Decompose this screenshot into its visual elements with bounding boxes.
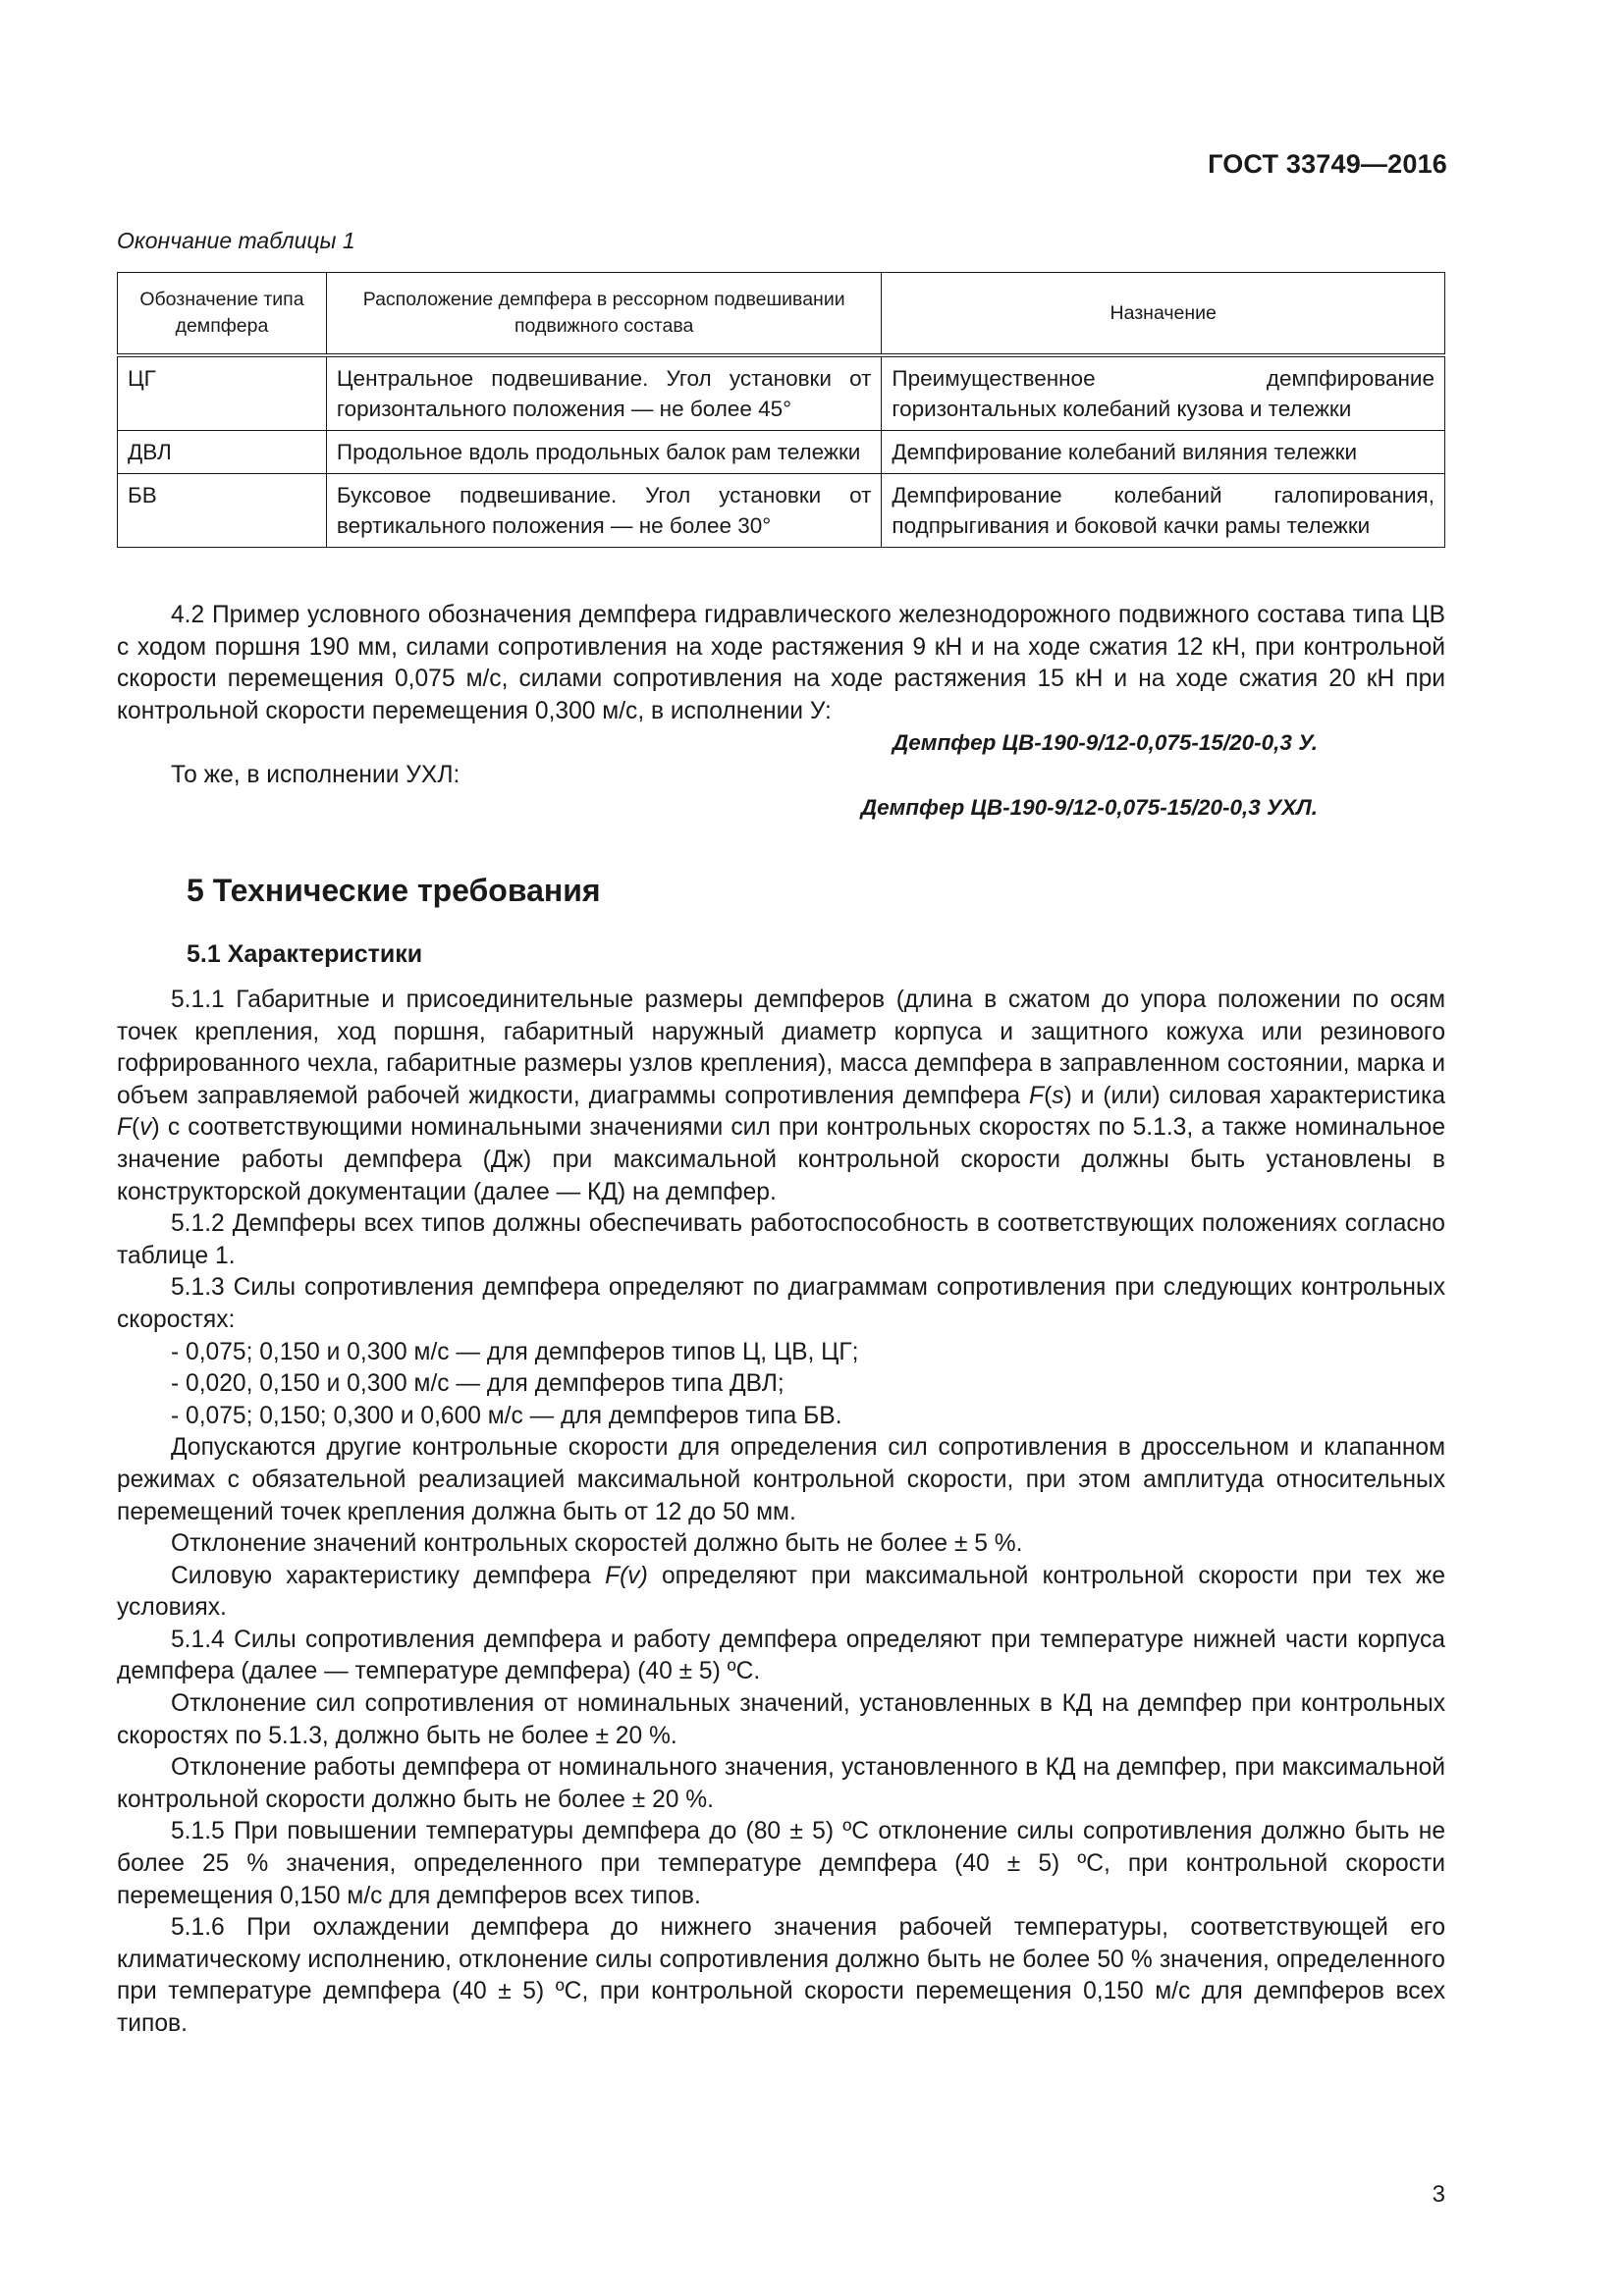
section-5-text xyxy=(117,985,1445,2041)
paragraph-4-2: 4.2 Пример условного обозначения демпфера гидравлического железнодорожного подвижного состава типа ЦВ с ходом поршня 190 мм, силами сопротивления на ходе растяжения 9 кН и на ходе сжатия 12 кН, при контрольной скорости перемещения 0,075 м/с, силами сопротивления на ходе растяжения 15 кН и на ходе сжатия 20 кН при контрольной скорости перемещения 0,300 м/с, в исполнении У: xyxy=(117,602,1445,724)
table-row xyxy=(118,474,1445,548)
table-cell: Демпфирование колебаний виляния тележки xyxy=(882,431,1445,474)
table-row xyxy=(118,355,1445,431)
table-header-row xyxy=(118,273,1445,356)
paragraph-5-1-3: 5.1.3 Силы сопротивления демпфера определяют по диаграммам сопротивления при следующих контрольных скоростях: xyxy=(117,1274,1445,1333)
column-header: Назначение xyxy=(882,273,1445,356)
column-header: Обозначение типа демпфера xyxy=(118,273,327,356)
section-5-title: 5 Технические требования xyxy=(187,873,601,908)
table-cell: Демпфирование колебаний галопирования, подпрыгивания и боковой качки рамы тележки xyxy=(882,474,1445,548)
paragraph-5-1-4-work: Отклонение работы демпфера от номинального значения, установленного в КД на демпфер, при максимальной контрольной скорости должно быть не более ± 20 %. xyxy=(117,1754,1445,1813)
paragraph-5-1-5: 5.1.5 При повышении температуры демпфера до (80 ± 5) ºС отклонение силы сопротивления должно быть не более 25 % значения, определенного при температуре демпфера (40 ± 5) ºС, при контрольной скорости перемещения 0,150 м/с для демпферов всех типов. xyxy=(117,1818,1445,1909)
table-1 xyxy=(117,272,1445,548)
table-cell: ЦГ xyxy=(118,355,327,431)
page-number: 3 xyxy=(1432,2181,1445,2208)
paragraph-5-1-3-other-speeds: Допускаются другие контрольные скорости для определения сил сопротивления в дроссельном и клапанном режимах с обязательной реализацией максимальной контрольной скорости, при этом амплитуда относительных перемещений точек крепления должна быть от 12 до 50 мм. xyxy=(117,1434,1445,1525)
table-row xyxy=(118,431,1445,474)
paragraph-5-1-1: 5.1.1 Габаритные и присоединительные размеры демпферов (длина в сжатом до упора положении по осям точек крепления, ход поршня, габаритный наружный диаметр корпуса и защитного кожуха или резинового гофрированного чехла, габаритные размеры узлов крепления), масса демпфера в заправленном состоянии, марка и объем заправляемой рабочей жидкости, диаграммы сопротивления демпфера F(s) и (или) силовая характеристика F(v) с соответствующими номинальными значениями сил при контрольных скоростях по 5.1.3, а также номинальное значение работы демпфера (Дж) при максимальной контрольной скорости должны быть установлены в конструкторской документации (далее — КД) на демпфер. xyxy=(117,987,1445,1205)
table-cell: ДВЛ xyxy=(118,431,327,474)
list-item: - 0,020, 0,150 и 0,300 м/с — для демпферов типа ДВЛ; xyxy=(171,1370,785,1398)
designation-example-uhl: Демпфер ЦВ-190-9/12-0,075-15/20-0,3 УХЛ. xyxy=(860,794,1318,820)
table-cell: Преимущественное демпфирование горизонтальных колебаний кузова и тележки xyxy=(882,355,1445,431)
paragraph-5-1-4-forces: Отклонение сил сопротивления от номинальных значений, установленных в КД на демпфер при контрольных скоростях по 5.1.3, должно быть не более ± 20 %. xyxy=(117,1690,1445,1749)
section-4-text xyxy=(117,600,1445,824)
list-item: - 0,075; 0,150 и 0,300 м/с — для демпферов типов Ц, ЦВ, ЦГ; xyxy=(171,1338,859,1365)
subsection-5-1-title: 5.1 Характеристики xyxy=(187,940,423,968)
paragraph-same-uhl: То же, в исполнении УХЛ: xyxy=(171,761,460,788)
designation-example-u: Демпфер ЦВ-190-9/12-0,075-15/20-0,3 У. xyxy=(893,730,1318,756)
table-cell: Буксовое подвешивание. Угол установки от вертикального положения — не более 30° xyxy=(326,474,882,548)
table-cell: Центральное подвешивание. Угол установки от горизонтального положения — не более 45° xyxy=(326,355,882,431)
paragraph-5-1-4: 5.1.4 Силы сопротивления демпфера и работу демпфера определяют при температуре нижней части корпуса демпфера (далее — температуре демпфера) (40 ± 5) ºС. xyxy=(117,1626,1445,1685)
table-caption: Окончание таблицы 1 xyxy=(117,228,355,253)
paragraph-5-1-3-deviation: Отклонение значений контрольных скоростей должно быть не более ± 5 %. xyxy=(171,1530,1023,1558)
column-header: Расположение демпфера в рессорном подвешивании подвижного состава xyxy=(326,273,882,356)
paragraph-5-1-6: 5.1.6 При охлаждении демпфера до нижнего значения рабочей температуры, соответствующей его климатическому исполнению, отклонение силы сопротивления должно быть не более 50 % значения, определенного при температуре демпфера (40 ± 5) ºС, при контрольной скорости перемещения 0,150 м/с для демпферов всех типов. xyxy=(117,1914,1445,2037)
paragraph-5-1-2: 5.1.2 Демпферы всех типов должны обеспечивать работоспособность в соответствующих положениях согласно таблице 1. xyxy=(117,1210,1445,1269)
table-cell: БВ xyxy=(118,474,327,548)
paragraph-5-1-3-force-char: Силовую характеристику демпфера F(v) определяют при максимальной контрольной скорости при тех же условиях. xyxy=(117,1562,1445,1622)
document-code: ГОСТ 33749—2016 xyxy=(1208,149,1447,179)
table-cell: Продольное вдоль продольных балок рам тележки xyxy=(326,431,882,474)
list-item: - 0,075; 0,150; 0,300 и 0,600 м/с — для демпферов типа БВ. xyxy=(171,1402,842,1429)
